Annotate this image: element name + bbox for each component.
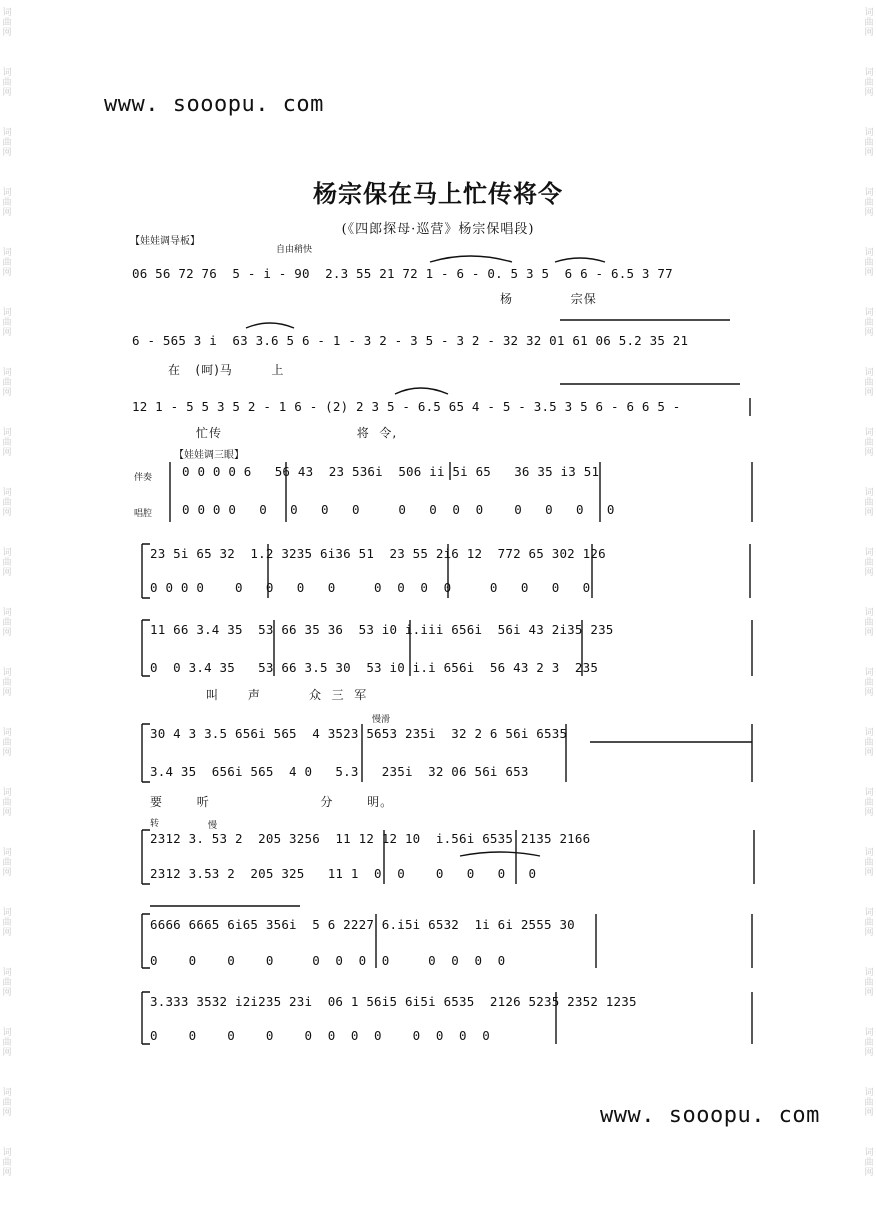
side-watermark-text: 词 曲 网 xyxy=(864,68,874,98)
side-watermark-text: 词 曲 网 xyxy=(2,128,12,158)
system-7-upper: 3.333 3532 i2i235 23i 06 1 56i5 6i5i 6535 2126 5235 2352 1235 xyxy=(150,994,637,1009)
side-watermark-text: 词 曲 网 xyxy=(2,608,12,638)
system-5-lower: 2312 3.53 2 205 325 11 1 0 0 0 0 0 0 xyxy=(150,866,537,881)
tempo-mark-intro: 自由稍快 xyxy=(276,245,313,255)
side-watermark-text: 词 曲 网 xyxy=(864,308,874,338)
side-watermark-text: 词 曲 网 xyxy=(864,848,874,878)
side-watermark-text: 词 曲 网 xyxy=(864,908,874,938)
section-label-intro: 【娃娃调导板】 xyxy=(130,236,200,247)
system-3-lyrics: 叫 声 众 三 军 xyxy=(206,688,368,702)
system-1-upper: 0 0 0 0 6 56 43 23 536i 506 ii 5i 65 36 35 i3 51 xyxy=(182,464,600,479)
system-5-upper: 2312 3. 53 2 205 3256 11 12 12 10 i.56i 6535 2135 2166 xyxy=(150,831,591,846)
side-watermark-text: 词 曲 网 xyxy=(864,548,874,578)
side-watermark-text: 词 曲 网 xyxy=(864,488,874,518)
side-watermark-text: 词 曲 网 xyxy=(2,188,12,218)
side-watermark-text: 词 曲 网 xyxy=(864,1088,874,1118)
side-watermark-text: 词 曲 网 xyxy=(864,188,874,218)
side-watermark-text: 词 曲 网 xyxy=(864,788,874,818)
side-watermark-text: 词 曲 网 xyxy=(2,1088,12,1118)
system-6-lower: 0 0 0 0 0 0 0 0 0 0 0 0 xyxy=(150,953,506,968)
side-watermark-text: 词 曲 网 xyxy=(864,608,874,638)
notation-line-2: 6 - 565 3 i 63 3.6 5 6 - 1 - 3 2 - 3 5 - 3 2 - 32 32 01 61 06 5.2 35 21 xyxy=(132,333,689,348)
side-watermark-text: 词 曲 网 xyxy=(2,248,12,278)
notation-line-3: 12 1 - 5 5 3 5 2 - 1 6 - (2) 2 3 5 - 6.5 65 4 - 5 - 3.5 3 5 6 - 6 6 5 - xyxy=(132,399,681,414)
system-1-lower: 0 0 0 0 0 0 0 0 0 0 0 0 0 0 0 0 xyxy=(182,502,615,517)
side-watermark-text: 词 曲 网 xyxy=(2,428,12,458)
page-subtitle: (《四郎探母·巡营》杨宗保唱段) xyxy=(341,222,535,237)
side-watermark-text: 词 曲 网 xyxy=(2,68,12,98)
side-watermark-text: 词 曲 网 xyxy=(864,1028,874,1058)
system-3-upper: 11 66 3.4 35 53 66 35 36 53 i0 i.iii 656i 56i 43 2i35 235 xyxy=(150,622,614,637)
tempo-mark-slide: 慢滑 xyxy=(372,715,391,725)
system-7-lower: 0 0 0 0 0 0 0 0 0 0 0 0 xyxy=(150,1028,490,1043)
side-watermark-text: 词 曲 网 xyxy=(2,488,12,518)
site-url-bottom: www. sooopu. com xyxy=(600,1103,820,1128)
side-watermark-text: 词 曲 网 xyxy=(864,668,874,698)
system-4-upper: 30 4 3 3.5 656i 565 4 3523 5653 235i 32 2 6 56i 6535 xyxy=(150,726,568,741)
side-watermark-text: 词 曲 网 xyxy=(864,1148,874,1178)
side-watermark-text: 词 曲 网 xyxy=(864,368,874,398)
side-watermark-text: 词 曲 网 xyxy=(864,728,874,758)
system-6-upper: 6666 6665 6i65 356i 5 6 2227 6.i5i 6532 1i 6i 2555 30 xyxy=(150,917,575,932)
side-watermark-text: 词 曲 网 xyxy=(2,908,12,938)
system-4-lower: 3.4 35 656i 565 4 0 5.3 235i 32 06 56i 653 xyxy=(150,764,529,779)
side-watermark-text: 词 曲 网 xyxy=(2,788,12,818)
site-url-top: www. sooopu. com xyxy=(104,92,324,117)
side-watermark-text: 词 曲 网 xyxy=(864,248,874,278)
side-watermark-text: 词 曲 网 xyxy=(2,8,12,38)
system-3-lower: 0 0 3.4 35 53 66 3.5 30 53 i0 i.i 656i 56 43 2 3 235 xyxy=(150,660,599,675)
lyrics-line-2: 在 (呵)马 上 xyxy=(168,363,285,377)
system-2-lower: 0 0 0 0 0 0 0 0 0 0 0 0 0 0 0 0 xyxy=(150,580,591,595)
system-4-lyrics: 要 听 分 明。 xyxy=(150,795,394,809)
side-watermark-text: 词 曲 网 xyxy=(2,968,12,998)
notation-line-1: 06 56 72 76 5 - i - 90 2.3 55 21 72 1 - 6 - 0. 5 3 5 6 6 - 6.5 3 77 xyxy=(132,266,673,281)
page-title: 杨宗保在马上忙传将令 xyxy=(313,180,563,208)
side-watermark-text: 词 曲 网 xyxy=(864,428,874,458)
voice-label-upper: 伴奏 xyxy=(134,473,153,483)
side-watermark-text: 词 曲 网 xyxy=(2,848,12,878)
side-watermark-text: 词 曲 网 xyxy=(864,968,874,998)
side-watermark-text: 词 曲 网 xyxy=(2,668,12,698)
tempo-mark-turn: 转 xyxy=(150,819,160,829)
voice-label-lower: 唱腔 xyxy=(134,509,153,519)
side-watermark-text: 词 曲 网 xyxy=(864,128,874,158)
side-watermark-text: 词 曲 网 xyxy=(2,1028,12,1058)
section-label-main: 【娃娃调三眼】 xyxy=(174,450,244,461)
side-watermark-text: 词 曲 网 xyxy=(2,1148,12,1178)
tempo-mark-slow: 慢 xyxy=(208,821,218,831)
side-watermark-text: 词 曲 网 xyxy=(2,548,12,578)
side-watermark-text: 词 曲 网 xyxy=(2,728,12,758)
side-watermark-text: 词 曲 网 xyxy=(2,308,12,338)
side-watermark-text: 词 曲 网 xyxy=(2,368,12,398)
lyrics-line-3: 忙传 将 令, xyxy=(196,426,398,440)
lyrics-line-1: 杨 宗保 xyxy=(500,292,597,306)
system-2-upper: 23 5i 65 32 1.2 3235 6i36 51 23 55 2i6 12 772 65 302 126 xyxy=(150,546,606,561)
side-watermark-text: 词 曲 网 xyxy=(864,8,874,38)
